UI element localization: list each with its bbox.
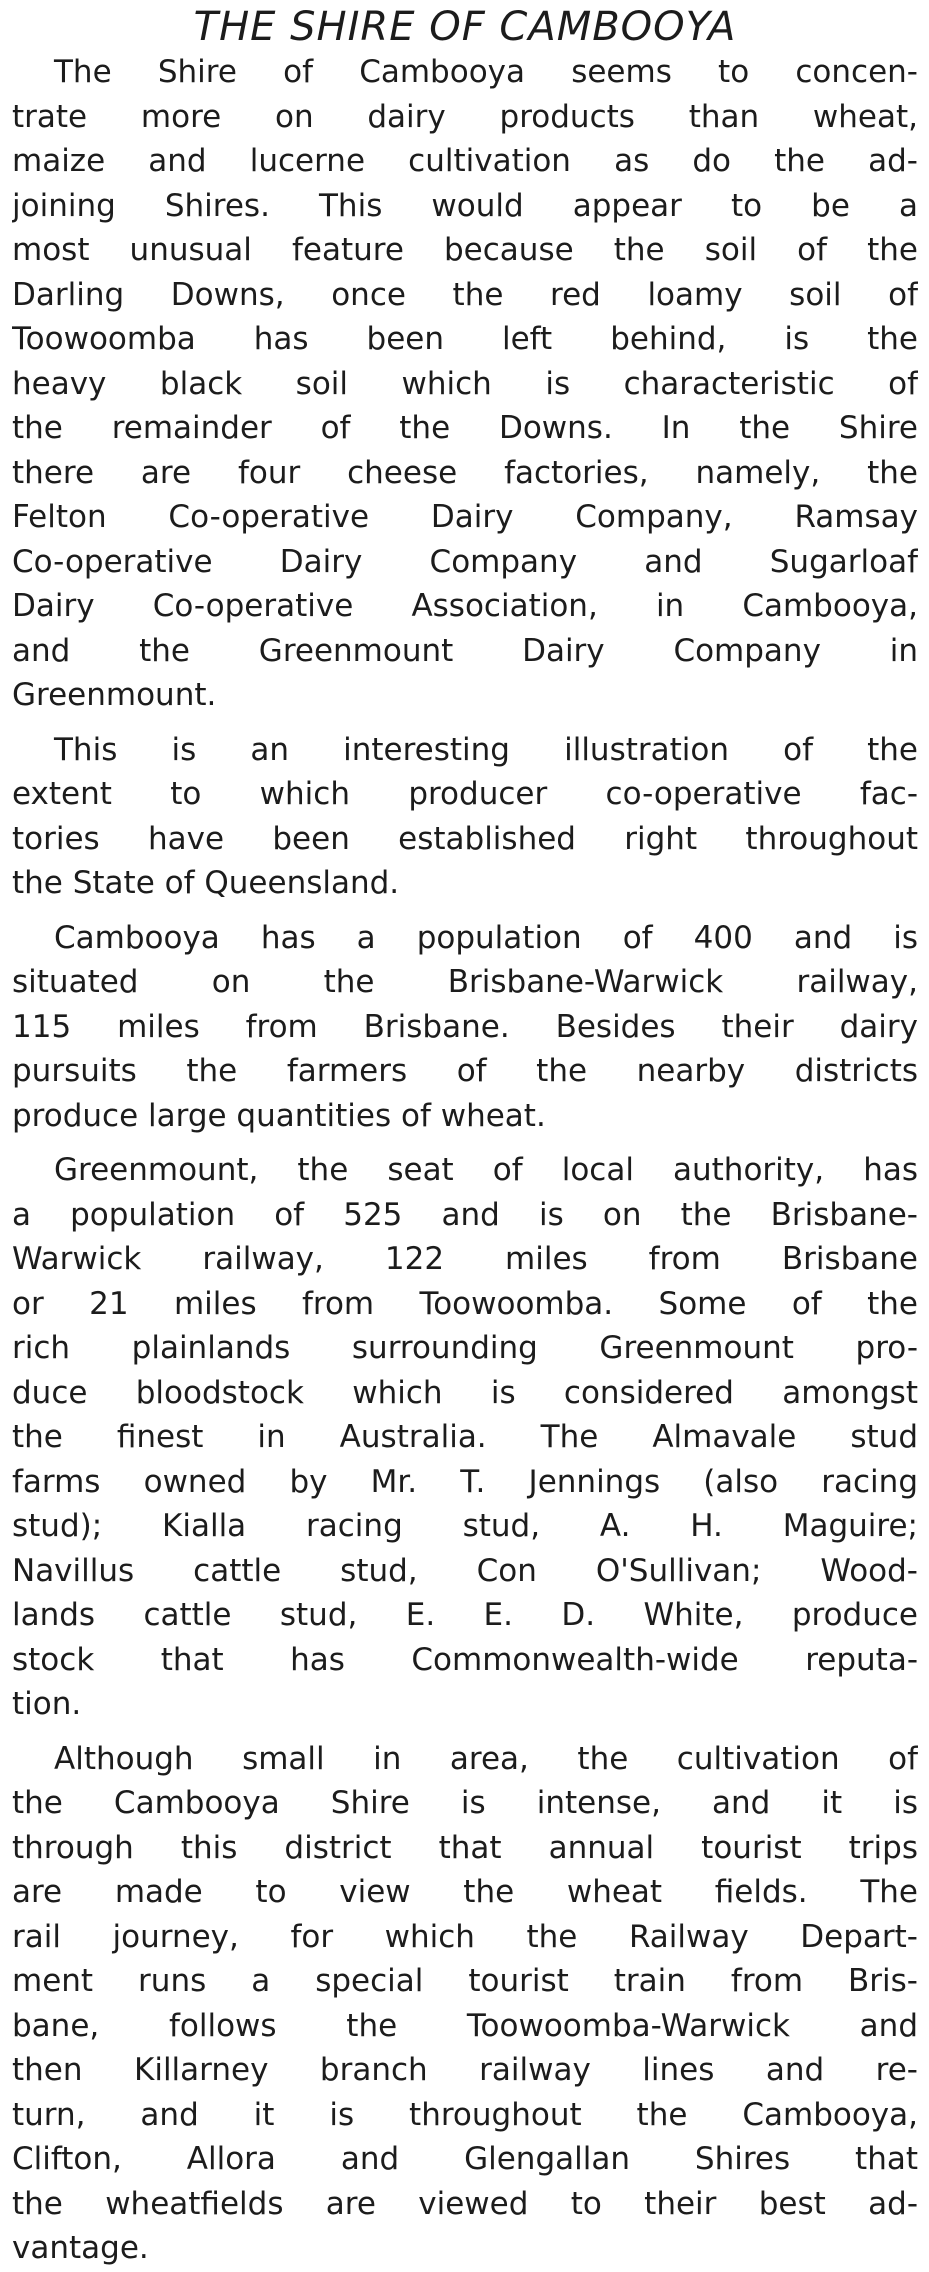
paragraph-line: turn, and it is throughout the Cambooya, [12,2096,918,2133]
paragraph-line: trate more on dairy products than wheat, [12,98,918,135]
paragraph-line: lands cattle stud, E. E. D. White, produce [12,1597,918,1633]
paragraph-line: Dairy Co-operative Association, in Cambooya, [12,588,918,624]
paragraph-line: then Killarney branch railway lines and re- [12,2052,918,2088]
paragraph-line: stock that has Commonwealth-wide reputa- [12,1641,918,1678]
paragraph-line: produce large quantities of wheat. [12,1097,546,1134]
paragraph-line: the finest in Australia. The Almavale stud [12,1419,918,1455]
paragraph-line: bane, follows the Toowoomba-Warwick and [12,2007,918,2044]
paragraph-line: Greenmount, the seat of local authority, has [54,1152,918,1188]
paragraph-line: Although small in area, the cultivation of [54,1740,918,1777]
paragraph-2 [12,728,918,906]
paragraph-line: The Shire of Cambooya seems to concen- [54,54,918,90]
paragraph-line: duce bloodstock which is considered amongst [12,1374,918,1411]
paragraph-line: Navillus cattle stud, Con O'Sullivan; Wood- [12,1552,918,1589]
paragraph-line: and the Greenmount Dairy Company in [12,632,918,669]
paragraph-line: Felton Co-operative Dairy Company, Ramsay [12,499,918,535]
paragraph-line: tion. [12,1686,82,1722]
paragraph-line: there are four cheese factories, namely, the [12,454,918,491]
paragraph-line: vantage. [12,2230,149,2266]
paragraph-line: maize and lucerne cultivation as do the ad- [12,143,918,179]
paragraph-gap [12,1138,918,1148]
paragraph-gap [12,906,918,916]
paragraph-line: the Cambooya Shire is intense, and it is [12,1785,918,1821]
paragraph-4 [12,1148,918,1727]
paragraph-line: rich plainlands surrounding Greenmount pro- [12,1330,918,1366]
paragraph-line: most unusual feature because the soil of the [12,232,918,268]
paragraph-line: ment runs a special tourist train from Bris- [12,1963,918,1999]
paragraph-line: 115 miles from Brisbane. Besides their dairy [12,1008,918,1045]
paragraph-line: the remainder of the Downs. In the Shire [12,410,918,446]
paragraph-line: stud); Kialla racing stud, A. H. Maguire; [12,1508,918,1544]
paragraph-line: Darling Downs, once the red loamy soil of [12,276,918,313]
paragraph-line: rail journey, for which the Railway Depart- [12,1918,918,1955]
paragraph-line: situated on the Brisbane-Warwick railway, [12,964,918,1000]
paragraph-line: Clifton, Allora and Glengallan Shires that [12,2141,918,2177]
paragraph-line: Toowoomba has been left behind, is the [12,321,918,357]
article-title: THE SHIRE OF CAMBOOYA [193,4,737,50]
paragraph-gap [12,1727,918,1737]
paragraph-line: through this district that annual tourist trips [12,1829,918,1866]
paragraph-1 [12,50,918,718]
paragraph-line: the wheatfields are viewed to their best ad- [12,2185,918,2222]
paragraph-line: Cambooya has a population of 400 and is [54,919,918,956]
paragraph-line: Warwick railway, 122 miles from Brisbane [12,1241,918,1277]
paragraph-line: tories have been established right throughout [12,820,918,857]
paragraph-line: This is an interesting illustration of the [54,731,918,768]
paragraph-line: heavy black soil which is characteristic of [12,365,918,402]
paragraph-line: Greenmount. [12,677,217,713]
paragraph-line: the State of Queensland. [12,865,400,901]
paragraph-line: a population of 525 and is on the Brisbane- [12,1196,918,1233]
paragraph-line: extent to which producer co-operative fac- [12,776,918,812]
paragraph-line: pursuits the farmers of the nearby districts [12,1053,918,1089]
paragraph-line: or 21 miles from Toowoomba. Some of the [12,1285,918,1322]
paragraph-line: farms owned by Mr. T. Jennings (also racing [12,1463,918,1500]
paragraph-5 [12,1737,918,2271]
paragraph-line: joining Shires. This would appear to be a [12,187,918,224]
article [12,0,918,2271]
paragraph-line: are made to view the wheat fields. The [12,1874,918,1910]
paragraph-line: Co-operative Dairy Company and Sugarloaf [12,543,918,580]
paragraph-3 [12,916,918,1139]
paragraph-gap [12,718,918,728]
